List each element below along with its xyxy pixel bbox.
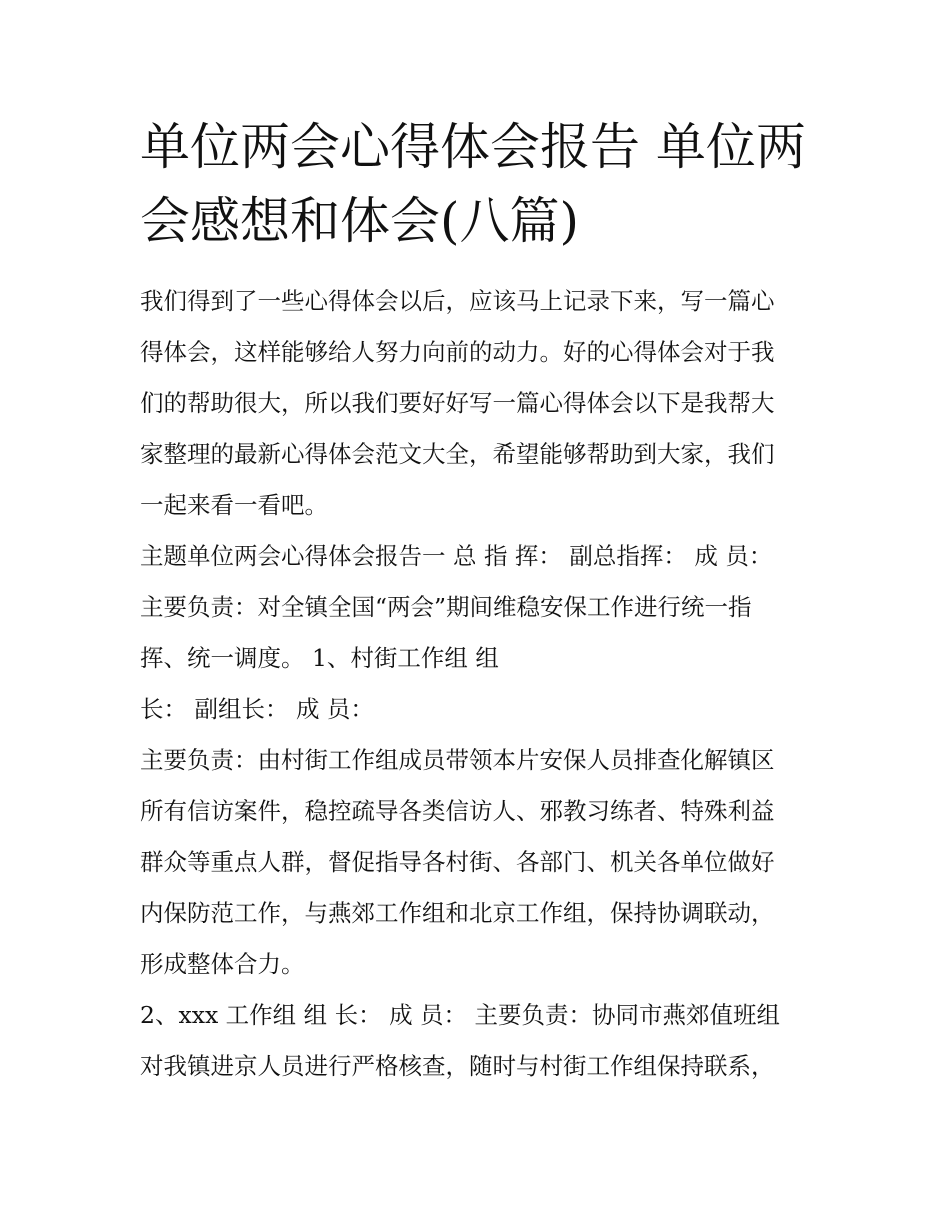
text-line: 所有信访案件，稳控疏导各类信访人、邪教习练者、特殊利益 [140, 797, 775, 825]
paragraph-xxx-group [140, 990, 820, 1092]
document-body [140, 276, 820, 1092]
text-line: 主要负责：由村街工作组成员带领本片安保人员排查化解镇区 [140, 746, 775, 774]
text-line: 长： 副组长： 成 员： [140, 695, 374, 723]
text-line: 家整理的最新心得体会范文大全，希望能够帮助到大家，我们 [140, 440, 775, 468]
title-line-2: 会感想和体会(八篇) [140, 192, 580, 250]
text-line: 得体会，这样能够给人努力向前的动力。好的心得体会对于我 [140, 338, 775, 366]
document-title [140, 110, 820, 258]
text-line: 挥、统一调度。 1、村街工作组 组 [140, 644, 499, 672]
text-line: 内保防范工作，与燕郊工作组和北京工作组，保持协调联动， [140, 899, 775, 927]
text-line: 我们得到了一些心得体会以后，应该马上记录下来，写一篇心 [140, 287, 775, 315]
text-line: 一起来看一看吧。 [140, 491, 328, 519]
text-line: 们的帮助很大，所以我们要好好写一篇心得体会以下是我帮大 [140, 389, 775, 417]
text-line: 群众等重点人群，督促指导各村街、各部门、机关各单位做好 [140, 848, 775, 876]
paragraph-command-structure [140, 531, 820, 735]
text-line: 形成整体合力。 [140, 950, 305, 978]
text-line: 主题单位两会心得体会报告一 总 指 挥： 副总指挥： 成 员： [140, 542, 773, 570]
paragraph-village-group [140, 735, 820, 990]
paragraph-intro [140, 276, 820, 531]
title-line-1: 单位两会心得体会报告 单位两 [140, 118, 806, 176]
text-line: 对我镇进京人员进行严格核查，随时与村街工作组保持联系， [140, 1052, 775, 1080]
text-line: 主要负责：对全镇全国“两会”期间维稳安保工作进行统一指 [140, 593, 752, 621]
text-line: 2、xxx 工作组 组 长： 成 员： 主要负责：协同市燕郊值班组 [140, 1001, 781, 1029]
